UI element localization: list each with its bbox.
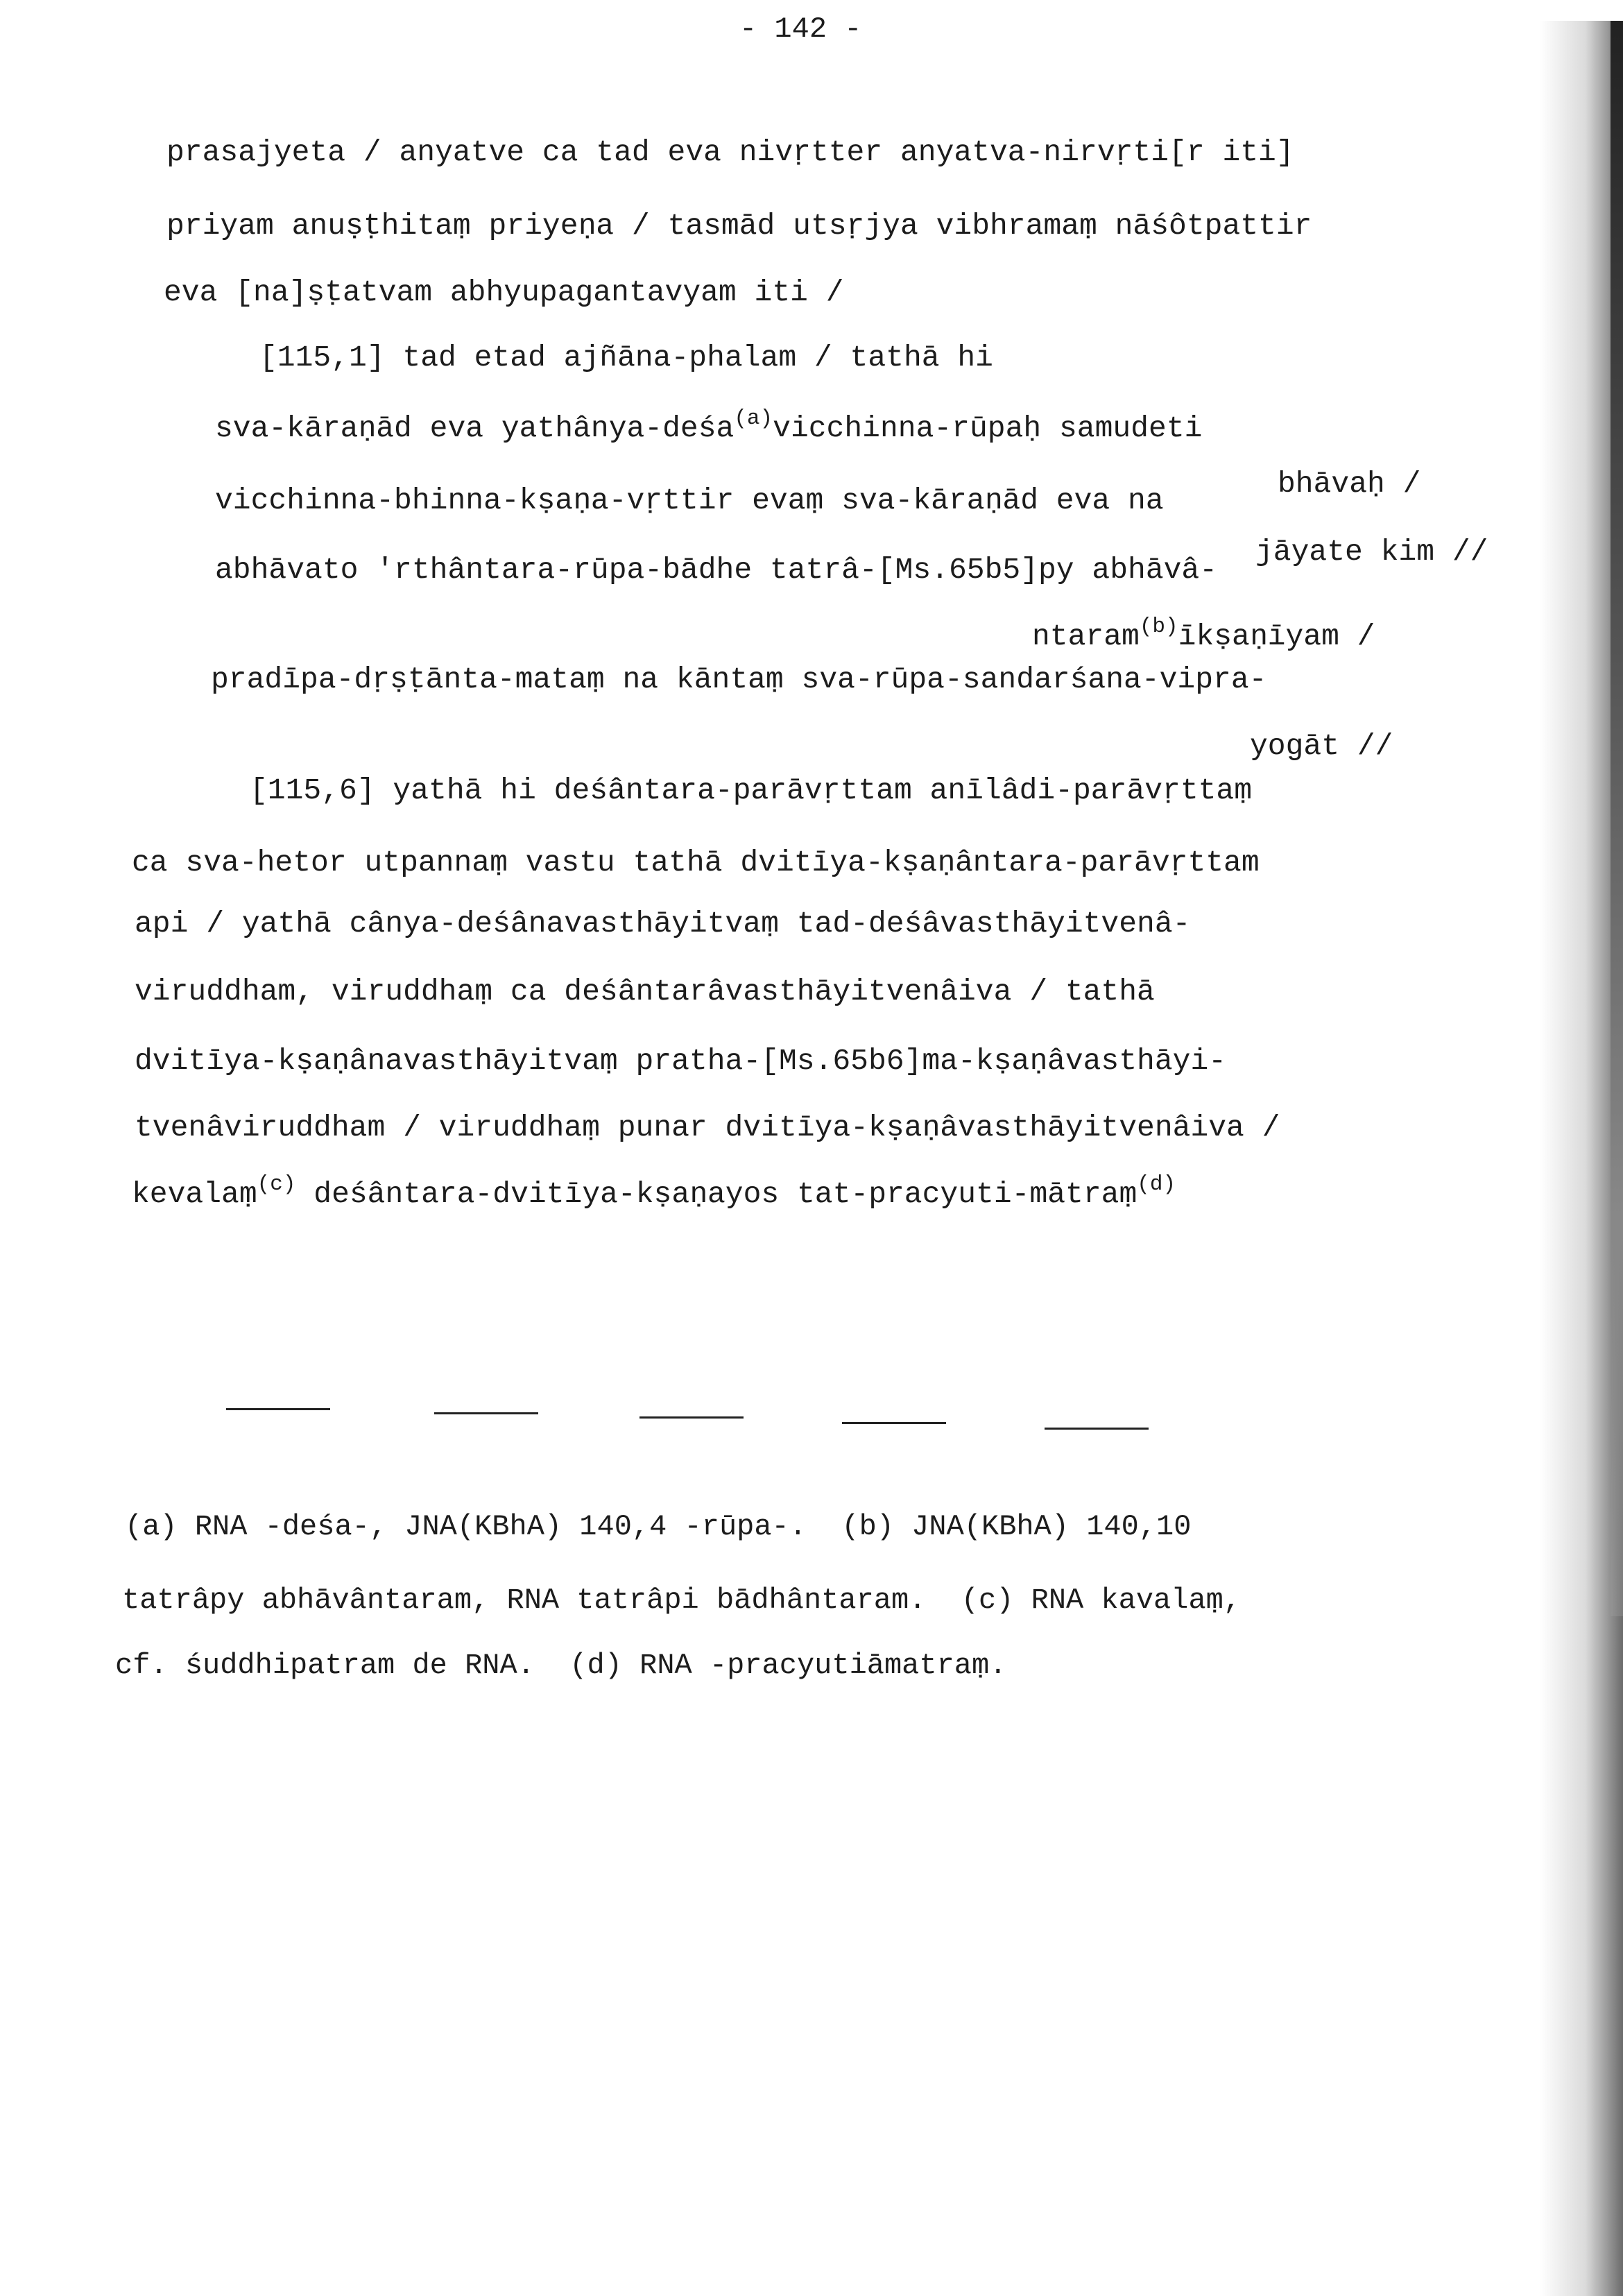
note-marker-c: (c) — [257, 1172, 296, 1197]
verse-segment: sva-kāraṇād eva yathânya-deśa — [215, 411, 735, 445]
text-line-17: dvitīya-kṣaṇânavasthāyitvaṃ pratha-[Ms.65b6]ma-kṣaṇâvasthāyi- — [135, 1044, 1227, 1078]
verse-segment: īkṣaṇīyam / — [1178, 619, 1375, 653]
text-line-9: abhāvato 'rthântara-rūpa-bādhe tatrâ-[Ms.65b5]py abhāvâ- — [215, 553, 1218, 587]
text-line-12: yogāt // — [1250, 729, 1393, 763]
text-line-5 — [215, 406, 1203, 445]
separator-dash — [842, 1422, 946, 1424]
verse-segment: vicchinna-rūpaḥ samudeti — [773, 411, 1203, 445]
verse-segment: ntaram — [1032, 619, 1140, 653]
verse-segment: deśântara-dvitīya-kṣaṇayos tat-pracyuti-mātraṃ — [314, 1177, 1137, 1211]
text-line-4: [115,1] tad etad ajñāna-phalam / tathā hi — [259, 341, 993, 375]
footnote-line-3: cf. śuddhipatram de RNA. (d) RNA -pracyutiāmatraṃ. — [115, 1649, 1007, 1682]
text-line-13: [115,6] yathā hi deśântara-parāvṛttam anīlâdi-parāvṛttaṃ — [250, 773, 1253, 807]
footnote-line-1: (a) RNA -deśa-, JNA(KBhA) 140,4 -rūpa-. (b) JNA(KBhA) 140,10 — [125, 1510, 1192, 1543]
note-marker-b: (b) — [1139, 615, 1178, 639]
text-line-7: vicchinna-bhinna-kṣaṇa-vṛttir evaṃ sva-kāraṇād eva na — [215, 483, 1164, 517]
separator-dash — [434, 1412, 538, 1414]
text-line-2: priyam anuṣṭhitaṃ priyeṇa / tasmād utsṛjya vibhramaṃ nāśôtpattir — [166, 209, 1312, 243]
separator-dash — [226, 1408, 330, 1410]
text-line-19 — [132, 1172, 1176, 1211]
text-line-18: tvenâviruddham / viruddhaṃ punar dvitīya-kṣaṇâvasthāyitvenâiva / — [135, 1111, 1280, 1145]
verse-segment: kevalaṃ — [132, 1177, 257, 1211]
text-line-10 — [1032, 615, 1375, 653]
text-line-6: bhāvaḥ / — [1278, 467, 1421, 501]
text-line-11: pradīpa-dṛṣṭānta-mataṃ na kāntaṃ sva-rūpa-sandarśana-vipra- — [211, 662, 1267, 696]
text-line-3: eva [na]ṣṭatvam abhyupagantavyam iti / — [164, 275, 844, 309]
text-line-8: jāyate kim // — [1255, 535, 1488, 569]
scan-edge-dark — [1611, 21, 1623, 1616]
text-line-16: viruddham, viruddhaṃ ca deśântarâvasthāyitvenâiva / tathā — [135, 975, 1155, 1009]
separator-dash — [639, 1416, 744, 1419]
note-marker-a: (a) — [734, 406, 773, 431]
separator-dash — [1045, 1428, 1149, 1430]
text-line-15: api / yathā cânya-deśânavasthāyitvaṃ tad-deśâvasthāyitvenâ- — [135, 907, 1191, 941]
page-number: - 142 - — [739, 12, 862, 46]
text-line-14: ca sva-hetor utpannaṃ vastu tathā dvitīya-kṣaṇântara-parāvṛttam — [132, 846, 1260, 880]
note-marker-d: (d) — [1137, 1172, 1176, 1197]
footnote-line-2: tatrâpy abhāvântaram, RNA tatrâpi bādhântaram. (c) RNA kavalaṃ, — [122, 1584, 1242, 1617]
text-line-1: prasajyeta / anyatve ca tad eva nivṛtter anyatva-nirvṛti[r iti] — [166, 135, 1294, 169]
